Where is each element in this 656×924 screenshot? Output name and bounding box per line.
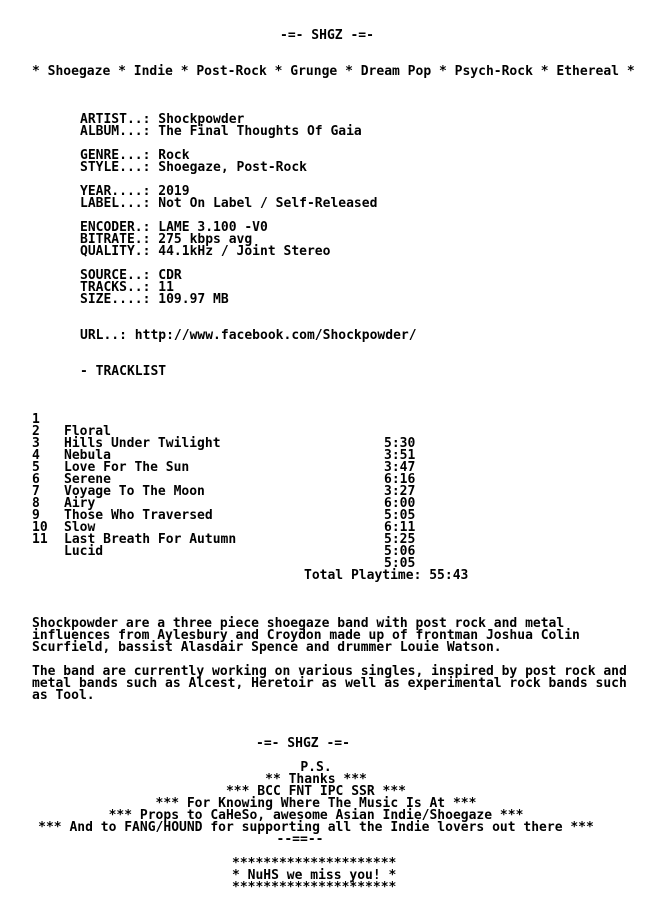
footer-line: *** Props to CaHeSo, awesome Asian Indie/Shoegaze *** — [108, 808, 524, 823]
track-number: 8 — [32, 496, 40, 511]
footer-line: *** For Knowing Where The Music Is At *** — [155, 796, 477, 811]
footer-box-line: ********************* — [232, 880, 397, 895]
track-title: Slow — [64, 520, 96, 535]
track-title: Love For The Sun — [64, 460, 190, 475]
genre-line: GENRE...: Rock — [80, 148, 190, 163]
track-time: 3:27 — [384, 484, 416, 499]
track-number: 2 — [32, 424, 40, 439]
track-title: Those Who Traversed — [64, 508, 213, 523]
tracklist-heading: - TRACKLIST — [80, 364, 167, 379]
description-line: Scurfield, bassist Alasdair Spence and drummer Louie Watson. — [32, 640, 502, 655]
track-time: 5:06 — [384, 544, 416, 559]
nfo-document — [0, 30, 656, 894]
track-time: 5:25 — [384, 532, 416, 547]
track-number: 6 — [32, 472, 40, 487]
track-number: 5 — [32, 460, 40, 475]
header-title: -=- SHGZ -=- — [280, 28, 374, 43]
track-title: Airy — [64, 496, 96, 511]
footer-divider: --==-- — [276, 832, 324, 847]
release-info — [0, 114, 656, 378]
artist-line: ARTIST..: Shockpowder — [80, 112, 245, 127]
track-title: Serene — [64, 472, 111, 487]
url-line: URL..: http://www.facebook.com/Shockpowder/ — [80, 328, 417, 343]
bitrate-line: BITRATE.: 275 kbps avg — [80, 232, 253, 247]
footer-box-line: * NuHS we miss you! * — [232, 868, 397, 883]
track-time: 3:47 — [384, 460, 416, 475]
description-line: Shockpowder are a three piece shoegaze band with post rock and metal — [32, 616, 565, 631]
track-title: Lucid — [64, 544, 104, 559]
footer-title: -=- SHGZ -=- — [256, 736, 350, 751]
track-number: 7 — [32, 484, 40, 499]
track-number: 4 — [32, 448, 40, 463]
footer-box-line: ********************* — [232, 856, 397, 871]
footer — [0, 738, 656, 894]
quality-line: QUALITY.: 44.1kHz / Joint Stereo — [80, 244, 331, 259]
track-title: Last Breath For Autumn — [64, 532, 237, 547]
description-line: metal bands such as Alcest, Heretoir as well as experimental rock bands such — [32, 676, 627, 691]
track-time: 5:05 — [384, 508, 416, 523]
track-number: 10 — [32, 520, 48, 535]
track-time: 6:16 — [384, 472, 416, 487]
year-line: YEAR....: 2019 — [80, 184, 190, 199]
track-time: 3:51 — [384, 448, 416, 463]
track-title: Voyage To The Moon — [64, 484, 205, 499]
album-line: ALBUM...: The Final Thoughts Of Gaia — [80, 124, 362, 139]
track-number: 3 — [32, 436, 40, 451]
genres-line: * Shoegaze * Indie * Post-Rock * Grunge * Dream Pop * Psych-Rock * Ethereal * — [32, 64, 635, 79]
footer-line: *** And to FANG/HOUND for supporting all the Indie lovers out there *** — [38, 820, 594, 835]
track-title: Floral — [64, 424, 111, 439]
footer-line: P.S. — [300, 760, 332, 775]
size-line: SIZE....: 109.97 MB — [80, 292, 229, 307]
track-number: 9 — [32, 508, 40, 523]
source-line: SOURCE..: CDR — [80, 268, 182, 283]
band-description — [0, 618, 656, 702]
track-number: 11 — [32, 532, 48, 547]
description-line: influences from Aylesbury and Croydon made up of frontman Joshua Colin — [32, 628, 580, 643]
track-time: 6:00 — [384, 496, 416, 511]
label-line: LABEL...: Not On Label / Self-Released — [80, 196, 378, 211]
track-time: 6:11 — [384, 520, 416, 535]
description-line: The band are currently working on various singles, inspired by post rock and — [32, 664, 627, 679]
track-number: 1 — [32, 412, 40, 427]
tracklist — [0, 402, 656, 571]
track-title: Hills Under Twilight — [64, 436, 221, 451]
footer-line: *** BCC FNT IPC SSR *** — [225, 784, 406, 799]
encoder-line: ENCODER.: LAME 3.100 -V0 — [80, 220, 268, 235]
footer-line: ** Thanks *** — [265, 772, 367, 787]
tracks-line: TRACKS..: 11 — [80, 280, 174, 295]
total-playtime: Total Playtime: 55:43 — [304, 568, 469, 583]
track-time: 5:05 — [384, 556, 416, 571]
track-title: Nebula — [64, 448, 111, 463]
track-time: 5:30 — [384, 436, 416, 451]
style-line: STYLE...: Shoegaze, Post-Rock — [80, 160, 307, 175]
description-line: as Tool. — [32, 688, 95, 703]
